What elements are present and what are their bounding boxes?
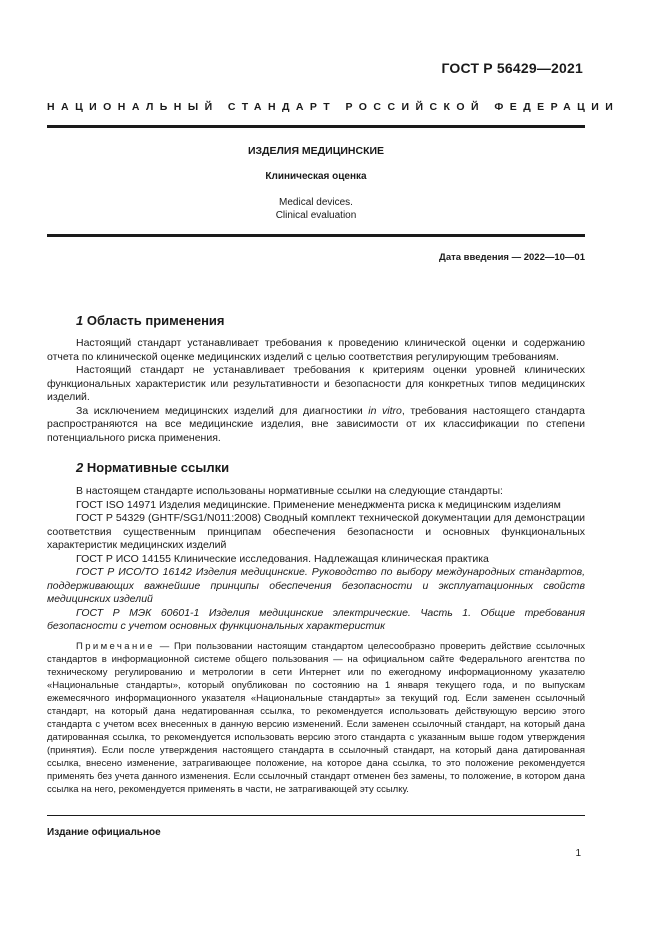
- section-1-paragraph-2: Настоящий стандарт не устанавливает требования к критериям оценки уровней клинических функциональных характеристик или результативности и безопасности для конкретных типов медицинских изделий.: [47, 364, 585, 403]
- footer-rule: [47, 815, 585, 816]
- reference-4: ГОСТ Р ИСО/ТО 16142 Изделия медицинские. Руководство по выбору международных стандартов, поддерживающих важнейшие принципы обеспечения безопасности и эксплуатационных свойств медицинских изделий: [47, 566, 585, 605]
- note-paragraph: [47, 640, 585, 796]
- section-1-paragraph-1: Настоящий стандарт устанавливает требования к проведению клинической оценки и содержанию отчета по клинической оценке медицинских изделий с целью соответствия регулирующим требованиям.: [47, 337, 585, 363]
- section-2-intro: В настоящем стандарте использованы нормативные ссылки на следующие стандарты:: [76, 485, 503, 497]
- note-label: Примечание: [76, 641, 155, 652]
- document-subtitle: Клиническая оценка: [265, 171, 367, 182]
- section-2-title: Нормативные ссылки: [86, 460, 230, 475]
- page-number: 1: [575, 848, 581, 859]
- title-rule: [47, 234, 585, 237]
- section-1-paragraph-3: [47, 405, 585, 446]
- standard-number: ГОСТ Р 56429—2021: [441, 60, 583, 76]
- paragraph-3-italic: in vitro: [368, 404, 402, 417]
- section-2-body: [47, 485, 585, 634]
- header-rule: [47, 125, 585, 128]
- note-text: — При пользовании настоящим стандартом целесообразно проверить действие ссылочных стандартов в информационной системе общего пользования — на официальном сайте Федерального агентства по техническому регулированию и метрологии в сети Интернет или по ежегодному информационному указателю «Национальные стандарты», который опубликован по состоянию на 1 января текущего года, и по выпускам ежемесячного информационного указателя «Национальные стандарты» за текущий год. Если заменен ссылочный стандарт, на который дана недатированная ссылка, то рекомендуется использовать действующую версию этого стандарта с учетом всех внесенных в данную версию изменений. Если заменен ссылочный стандарт, на который дана датированная ссылка, то рекомендуется использовать версию этого стандарта с указанным выше годом утверждения (принятия). Если после утверждения настоящего стандарта в ссылочный стандарт, на который дана датированная ссылка, внесено изменение, затрагивающее положение, на которое дана ссылка, то это положение рекомендуется применять без учета данного изменения. Если ссылочный стандарт отменен без замены, то положение, в котором дана ссылка на него, рекомендуется применять в части, не затрагивающей эту ссылку.: [47, 641, 585, 795]
- document-title: ИЗДЕЛИЯ МЕДИЦИНСКИЕ: [247, 145, 385, 157]
- section-1-body: [47, 337, 585, 445]
- reference-1: ГОСТ ISO 14971 Изделия медицинские. Применение менеджмента риска к медицинским изделиям: [76, 498, 561, 511]
- english-title: [47, 196, 585, 222]
- standard-kind: НАЦИОНАЛЬНЫЙ СТАНДАРТ РОССИЙСКОЙ ФЕДЕРАЦИИ: [47, 101, 620, 113]
- reference-3: ГОСТ Р ИСО 14155 Клинические исследования. Надлежащая клиническая практика: [76, 552, 489, 565]
- section-1-title: Область применения: [86, 313, 225, 328]
- edition-label: Издание официальное: [47, 827, 161, 838]
- english-title-line1: Medical devices.: [279, 197, 353, 208]
- introduction-date: Дата введения — 2022—10—01: [439, 252, 585, 263]
- paragraph-3-part-b: , требования настоящего стандарта распространяются на все медицинские изделия, вне зависимости от их классификации по степени потенциального риска применения.: [47, 404, 585, 444]
- paragraph-3-part-a: За исключением медицинских изделий для диагностики: [76, 404, 369, 417]
- section-1-number: 1: [76, 313, 84, 328]
- section-2-heading: [76, 460, 229, 475]
- reference-5: ГОСТ Р МЭК 60601-1 Изделия медицинские электрические. Часть 1. Общие требования безопасности с учетом основных функциональных характеристик: [47, 606, 585, 632]
- section-2-number: 2: [76, 460, 84, 475]
- reference-2: ГОСТ Р 54329 (GHTF/SG1/N011:2008) Сводный комплект технической документации для демонстрации соответствия существенным принципам обеспечения безопасности и основных функциональных характеристик медицинских изделий: [47, 512, 585, 551]
- section-1-heading: [76, 313, 225, 328]
- english-title-line2: Clinical evaluation: [275, 210, 357, 221]
